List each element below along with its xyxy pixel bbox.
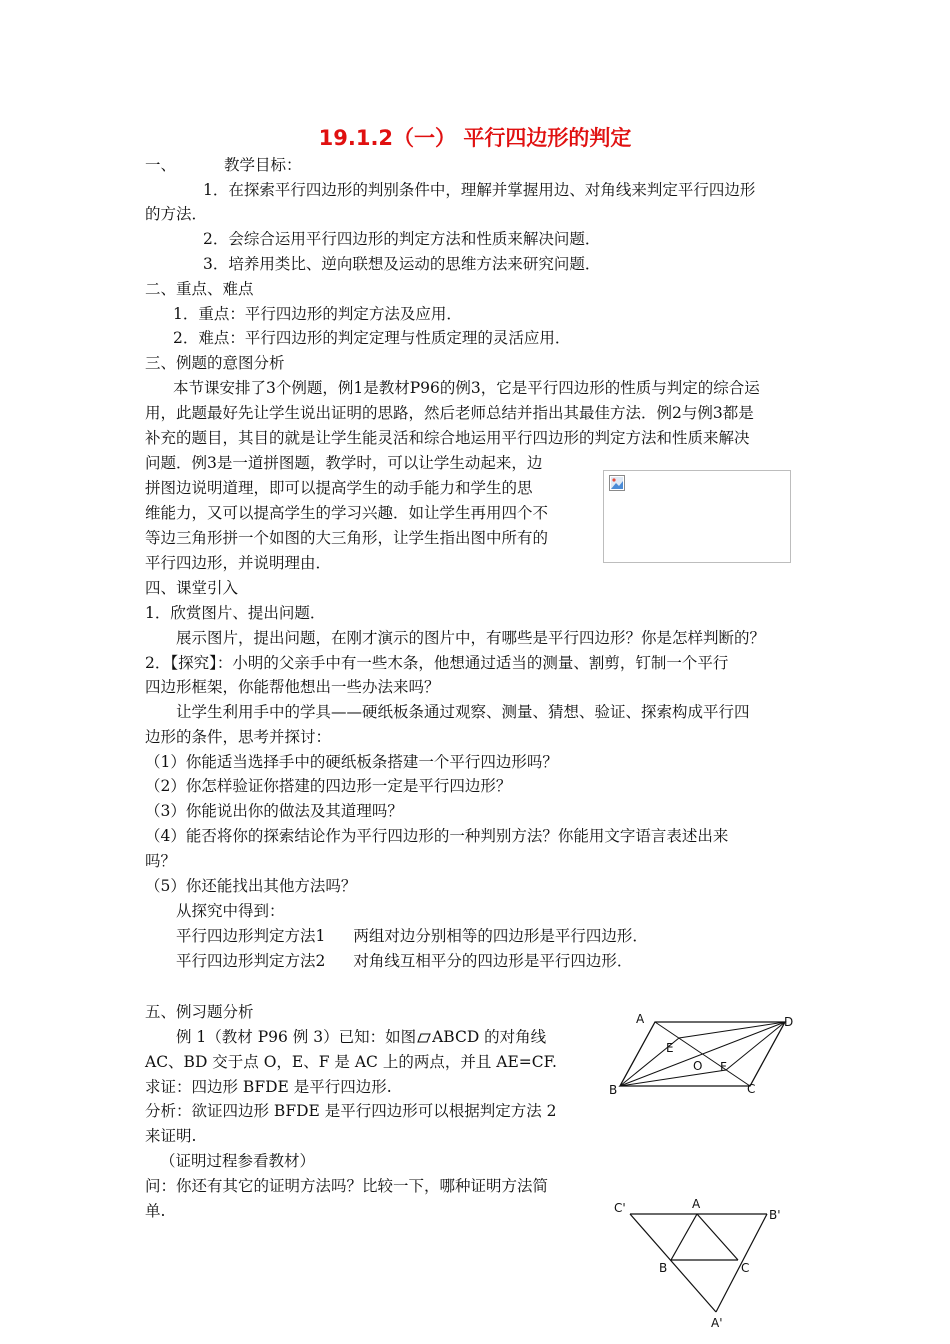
analysis-line: 拼图边说明道理，即可以提高学生的动手能力和学生的思: [145, 479, 533, 497]
section-5-heading: 五、例习题分析: [145, 1003, 254, 1021]
key-point: 1．重点：平行四边形的判定方法及应用．: [173, 305, 462, 323]
section-1-heading: [145, 155, 302, 175]
analysis-line: 本节课安排了3个例题，例1是教材P96的例3，它是平行四边形的性质与判定的综合运: [173, 379, 760, 397]
diagonal-bd: [620, 1022, 785, 1086]
activity-line1: 让学生利用手中的学具——硬纸板条通过观察、测量、猜想、验证、探索构成平行四: [176, 703, 750, 721]
goal-3: 3．培养用类比、逆向联想及运动的思维方法来研究问题．: [203, 255, 601, 273]
label-f: F: [720, 1060, 727, 1074]
example-1-reference: （证明过程参看教材）: [160, 1152, 316, 1170]
goal-1-line2: 的方法．: [145, 205, 208, 223]
label-o: O: [693, 1059, 703, 1073]
label-c: C: [747, 1082, 756, 1096]
analysis-line: 问题．例3是一道拼图题，教学时，可以让学生动起来，边: [145, 454, 543, 472]
discussion-q1: （1）你能适当选择手中的硬纸板条搭建一个平行四边形吗？: [145, 753, 558, 771]
parallelogram-figure: [600, 1005, 800, 1100]
label-b: B: [609, 1083, 618, 1097]
explore-line1: 2．【探究】：小明的父亲手中有一些木条，他想通过适当的测量、割剪，钉制一个平行: [145, 654, 729, 672]
example-1-given: 例 1（教材 P96 例 3）已知：如图: [176, 1028, 417, 1046]
intro-step-1: 1．欣赏图片、提出问题．: [145, 604, 326, 622]
difficult-point: 2．难点：平行四边形的判定定理与性质定理的灵活应用．: [173, 329, 571, 347]
analysis-line: 平行四边形，并说明理由．: [145, 554, 332, 572]
label-b-prime: B': [769, 1208, 781, 1222]
example-1-analysis-line1: 分析：欲证四边形 BFDE 是平行四边形可以根据判定方法 2: [145, 1102, 557, 1120]
method-1-name: 平行四边形判定方法1: [176, 927, 326, 945]
analysis-line: 用，此题最好先让学生说出证明的思路，然后老师总结并指出其最佳方法．例2与例3都是: [145, 404, 754, 422]
method-2: [176, 951, 632, 971]
discussion-q3: （3）你能说出你的做法及其道理吗？: [145, 802, 403, 820]
side-c1-a1: [630, 1214, 716, 1312]
method-2-text: 对角线互相平分的四边形是平行四边形．: [353, 952, 633, 970]
method-1-text: 两组对边分别相等的四边形是平行四边形．: [353, 927, 648, 945]
method-1: [176, 926, 648, 946]
goal-2: 2．会综合运用平行四边形的判定方法和性质来解决问题．: [203, 230, 601, 248]
triangle-figure: [605, 1195, 805, 1335]
broken-image-icon: [609, 475, 625, 491]
label-e: E: [666, 1041, 674, 1055]
image-placeholder: [603, 470, 791, 563]
conclusion-intro: 从探究中得到：: [176, 902, 285, 920]
goal-1-line1: 1．在探索平行四边形的判别条件中，理解并掌握用边、对角线来判定平行四边形: [203, 181, 756, 199]
discussion-q4-line2: 吗？: [145, 852, 177, 870]
label-a: A: [636, 1012, 645, 1026]
section-3-heading: 三、例题的意图分析: [145, 354, 285, 372]
section-2-heading: 二、重点、难点: [145, 280, 254, 298]
method-2-name: 平行四边形判定方法2: [176, 952, 326, 970]
label-a: A: [692, 1197, 701, 1211]
analysis-line: 等边三角形拼一个如图的大三角形，让学生指出图中所有的: [145, 529, 549, 547]
label-a-prime: A': [711, 1316, 723, 1330]
analysis-line: 维能力，又可以提高学生的学习兴趣．如让学生再用四个不: [145, 504, 549, 522]
activity-line2: 边形的条件，思考并探讨：: [145, 728, 332, 746]
example-1-line2: AC、BD 交于点 O，E、F 是 AC 上的两点，并且 AE=CF.: [145, 1053, 557, 1071]
label-d: D: [784, 1015, 794, 1029]
section-4-heading: 四、课堂引入: [145, 579, 239, 597]
label-c-prime: C': [614, 1201, 626, 1215]
example-1-analysis-line2: 来证明.: [145, 1127, 197, 1145]
example-1-prove: 求证：四边形 BFDE 是平行四边形.: [145, 1078, 392, 1096]
intro-question: 展示图片，提出问题，在刚才演示的图片中，有哪些是平行四边形？你是怎样判断的？: [176, 629, 766, 647]
discussion-q5: （5）你还能找出其他方法吗？: [145, 877, 357, 895]
section-1-title: 教学目标：: [224, 156, 302, 174]
discussion-q2: （2）你怎样验证你搭建的四边形一定是平行四边形？: [145, 777, 512, 795]
side-a-c: [697, 1214, 738, 1260]
example-1-question-line1: 问：你还有其它的证明方法吗？比较一下，哪种证明方法简: [145, 1177, 549, 1195]
page-title: 19.1.2（一） 平行四边形的判定: [318, 126, 632, 150]
section-1-number: 一、: [145, 156, 177, 174]
label-c: C: [741, 1261, 750, 1275]
side-a-b: [671, 1214, 697, 1260]
example-1-line1: [176, 1027, 546, 1047]
parallelogram-symbol-icon: [417, 1033, 431, 1043]
explore-line2: 四边形框架，你能帮他想出一些办法来吗？: [145, 678, 440, 696]
example-1-given-rest: ABCD 的对角线: [432, 1028, 547, 1046]
analysis-line: 补充的题目，其目的就是让学生能灵活和综合地运用平行四边形的判定方法和性质来解决: [145, 429, 750, 447]
example-1-question-line2: 单.: [145, 1202, 166, 1220]
label-b: B: [659, 1261, 668, 1275]
discussion-q4-line1: （4）能否将你的探索结论作为平行四边形的一种判别方法？你能用文字语言表述出来: [145, 827, 729, 845]
